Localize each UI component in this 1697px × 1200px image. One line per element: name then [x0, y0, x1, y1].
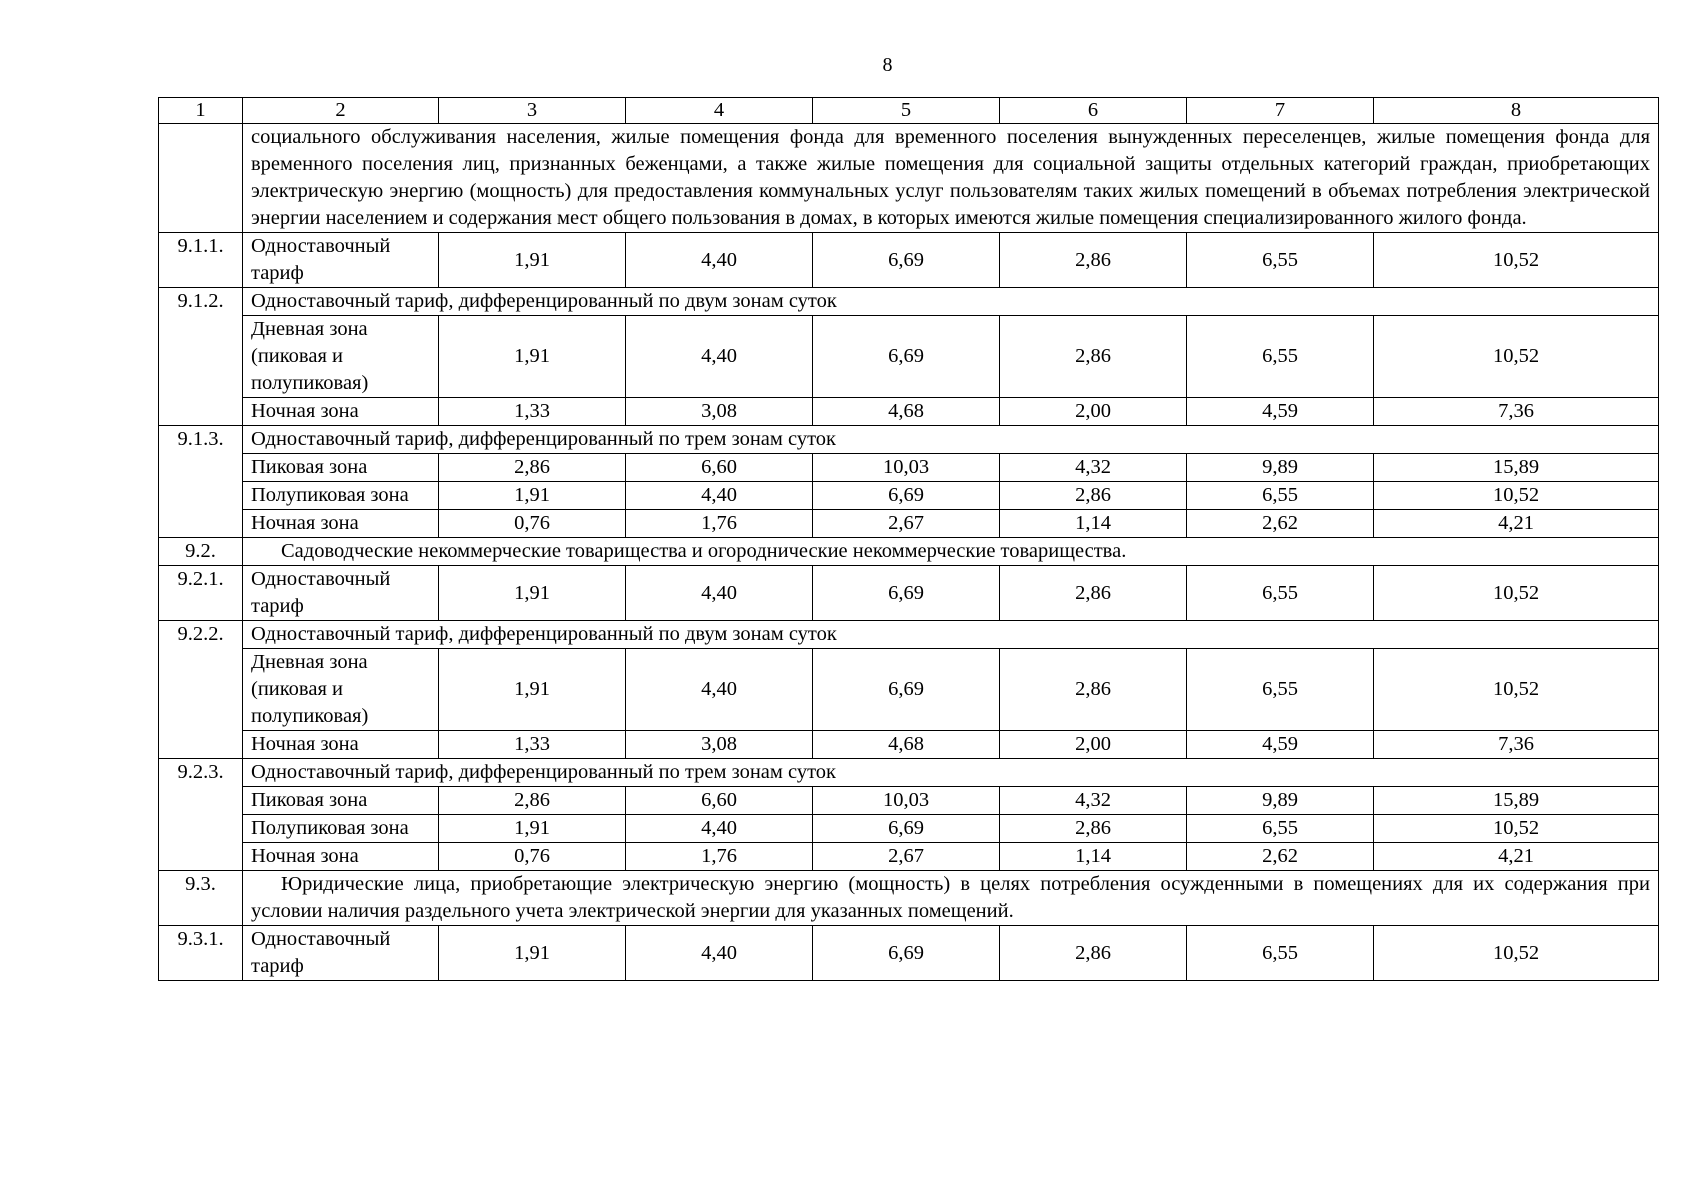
value-cell: 1,91	[439, 649, 626, 731]
row-label: Пиковая зона	[243, 454, 439, 482]
section-row	[159, 621, 1659, 649]
table-row	[159, 454, 1659, 482]
column-header: 4	[626, 98, 813, 124]
value-cell: 10,52	[1374, 649, 1659, 731]
value-cell: 9,89	[1187, 454, 1374, 482]
value-cell: 6,55	[1187, 649, 1374, 731]
value-cell: 4,21	[1374, 843, 1659, 871]
value-cell: 2,67	[813, 843, 1000, 871]
row-label: Пиковая зона	[243, 787, 439, 815]
page-number: 8	[882, 54, 893, 76]
value-cell: 4,21	[1374, 510, 1659, 538]
value-cell: 10,52	[1374, 482, 1659, 510]
value-cell: 4,40	[626, 566, 813, 621]
row-code: 9.1.1.	[159, 233, 243, 288]
value-cell: 1,91	[439, 926, 626, 981]
table-row	[159, 398, 1659, 426]
table-row	[159, 787, 1659, 815]
value-cell: 6,55	[1187, 233, 1374, 288]
row-code: 9.2.1.	[159, 566, 243, 621]
value-cell: 6,69	[813, 482, 1000, 510]
value-cell: 4,40	[626, 926, 813, 981]
value-cell: 4,40	[626, 649, 813, 731]
value-cell: 6,55	[1187, 926, 1374, 981]
value-cell: 1,91	[439, 233, 626, 288]
section-title: Одноставочный тариф, дифференцированный по трем зонам суток	[243, 426, 1659, 454]
table-row	[159, 510, 1659, 538]
row-code: 9.3.1.	[159, 926, 243, 981]
value-cell: 4,32	[1000, 454, 1187, 482]
value-cell: 2,62	[1187, 510, 1374, 538]
value-cell: 3,08	[626, 398, 813, 426]
value-cell: 3,08	[626, 731, 813, 759]
section-title: Одноставочный тариф, дифференцированный по трем зонам суток	[243, 759, 1659, 787]
value-cell: 6,69	[813, 926, 1000, 981]
table-row	[159, 843, 1659, 871]
column-number-row	[159, 98, 1659, 124]
intro-row	[159, 124, 1659, 233]
value-cell: 6,69	[813, 649, 1000, 731]
row-code: 9.2.	[159, 538, 243, 566]
value-cell: 1,76	[626, 843, 813, 871]
value-cell: 4,40	[626, 482, 813, 510]
value-cell: 6,69	[813, 815, 1000, 843]
value-cell: 2,86	[1000, 649, 1187, 731]
value-cell: 2,86	[1000, 316, 1187, 398]
value-cell: 7,36	[1374, 398, 1659, 426]
value-cell: 2,00	[1000, 398, 1187, 426]
value-cell: 2,86	[1000, 482, 1187, 510]
row-label: Одноставочный тариф	[243, 233, 439, 288]
column-header: 7	[1187, 98, 1374, 124]
value-cell: 10,52	[1374, 566, 1659, 621]
column-header: 1	[159, 98, 243, 124]
value-cell: 2,00	[1000, 731, 1187, 759]
row-label: Ночная зона	[243, 510, 439, 538]
value-cell: 2,62	[1187, 843, 1374, 871]
section-row	[159, 288, 1659, 316]
value-cell: 6,69	[813, 233, 1000, 288]
value-cell: 6,55	[1187, 482, 1374, 510]
value-cell: 2,67	[813, 510, 1000, 538]
value-cell: 6,55	[1187, 815, 1374, 843]
value-cell: 1,91	[439, 316, 626, 398]
row-code: 9.2.2.	[159, 621, 243, 759]
value-cell: 1,91	[439, 815, 626, 843]
section-title: Одноставочный тариф, дифференцированный по двум зонам суток	[243, 621, 1659, 649]
value-cell: 4,68	[813, 731, 1000, 759]
value-cell: 6,60	[626, 787, 813, 815]
intro-text: социального обслуживания населения, жилые помещения фонда для временного поселения вынужденных переселенцев, жилые помещения фонда для временного поселения лиц, признанных беженцами, а также жилые помещения для социальной защиты отдельных категорий граждан, приобретающих электрическую энергию (мощность) для предоставления коммунальных услуг пользователям таких жилых помещений в объемах потребления электрической энергии населением и содержания мест общего пользования в домах, в которых имеются жилые помещения специализированного жилого фонда.	[243, 124, 1659, 233]
row-label: Дневная зона (пиковая и полупиковая)	[243, 649, 439, 731]
tariff-table	[158, 97, 1659, 981]
value-cell: 9,89	[1187, 787, 1374, 815]
value-cell: 2,86	[1000, 566, 1187, 621]
table-row	[159, 233, 1659, 288]
value-cell: 15,89	[1374, 454, 1659, 482]
value-cell: 10,52	[1374, 316, 1659, 398]
row-label: Одноставочный тариф	[243, 566, 439, 621]
value-cell: 0,76	[439, 510, 626, 538]
value-cell: 6,69	[813, 566, 1000, 621]
value-cell: 1,33	[439, 398, 626, 426]
table-row	[159, 316, 1659, 398]
row-label: Ночная зона	[243, 843, 439, 871]
table-row	[159, 566, 1659, 621]
value-cell: 2,86	[439, 454, 626, 482]
column-header: 2	[243, 98, 439, 124]
row-label: Ночная зона	[243, 398, 439, 426]
value-cell: 1,91	[439, 566, 626, 621]
value-cell: 15,89	[1374, 787, 1659, 815]
value-cell: 1,76	[626, 510, 813, 538]
value-cell: 2,86	[439, 787, 626, 815]
section-title: Юридические лица, приобретающие электрическую энергию (мощность) в целях потребления осужденными в помещениях для их содержания при условии наличия раздельного учета электрической энергии для указанных помещений.	[243, 871, 1659, 926]
value-cell: 6,55	[1187, 566, 1374, 621]
value-cell: 4,32	[1000, 787, 1187, 815]
table-row	[159, 815, 1659, 843]
value-cell: 4,40	[626, 815, 813, 843]
table-row	[159, 482, 1659, 510]
table-row	[159, 731, 1659, 759]
value-cell: 10,52	[1374, 815, 1659, 843]
value-cell: 4,59	[1187, 398, 1374, 426]
section-row	[159, 871, 1659, 926]
value-cell: 2,86	[1000, 815, 1187, 843]
section-title: Садоводческие некоммерческие товарищества и огороднические некоммерческие товарищества.	[243, 538, 1659, 566]
value-cell: 10,52	[1374, 926, 1659, 981]
row-code: 9.3.	[159, 871, 243, 926]
row-label: Полупиковая зона	[243, 815, 439, 843]
column-header: 6	[1000, 98, 1187, 124]
value-cell: 2,86	[1000, 233, 1187, 288]
value-cell: 4,40	[626, 316, 813, 398]
row-code: 9.2.3.	[159, 759, 243, 871]
table-row	[159, 926, 1659, 981]
row-label: Дневная зона (пиковая и полупиковая)	[243, 316, 439, 398]
section-title: Одноставочный тариф, дифференцированный по двум зонам суток	[243, 288, 1659, 316]
value-cell: 1,14	[1000, 510, 1187, 538]
value-cell: 4,68	[813, 398, 1000, 426]
value-cell: 6,60	[626, 454, 813, 482]
column-header: 3	[439, 98, 626, 124]
value-cell: 6,55	[1187, 316, 1374, 398]
value-cell: 4,40	[626, 233, 813, 288]
value-cell: 1,91	[439, 482, 626, 510]
row-label: Полупиковая зона	[243, 482, 439, 510]
value-cell: 10,52	[1374, 233, 1659, 288]
value-cell: 10,03	[813, 454, 1000, 482]
row-code: 9.1.2.	[159, 288, 243, 426]
value-cell: 2,86	[1000, 926, 1187, 981]
row-label: Ночная зона	[243, 731, 439, 759]
row-label: Одноставочный тариф	[243, 926, 439, 981]
section-row	[159, 759, 1659, 787]
table-row	[159, 649, 1659, 731]
row-code: 9.1.3.	[159, 426, 243, 538]
value-cell: 6,69	[813, 316, 1000, 398]
column-header: 5	[813, 98, 1000, 124]
section-row	[159, 538, 1659, 566]
value-cell: 10,03	[813, 787, 1000, 815]
column-header: 8	[1374, 98, 1659, 124]
value-cell: 4,59	[1187, 731, 1374, 759]
value-cell: 1,33	[439, 731, 626, 759]
section-row	[159, 426, 1659, 454]
value-cell: 1,14	[1000, 843, 1187, 871]
value-cell: 7,36	[1374, 731, 1659, 759]
value-cell: 0,76	[439, 843, 626, 871]
